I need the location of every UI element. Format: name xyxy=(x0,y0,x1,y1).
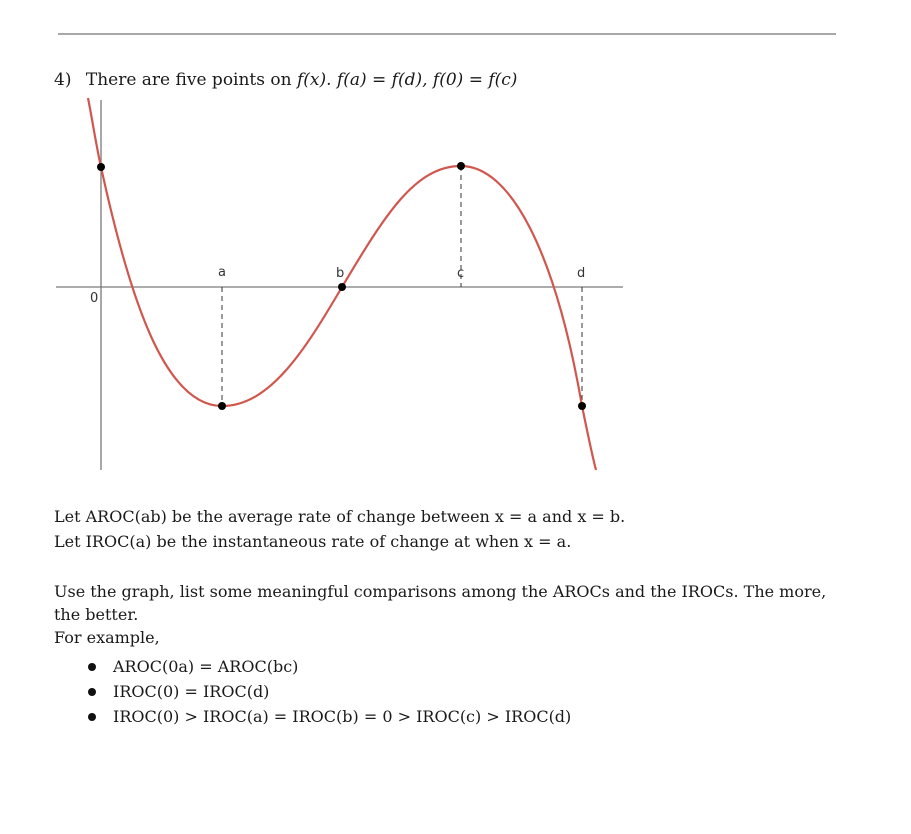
point-d xyxy=(578,402,586,410)
example-intro: For example, xyxy=(54,628,160,647)
point-zero xyxy=(97,163,105,171)
point-a xyxy=(218,402,226,410)
aroc-definition: Let AROC(ab) be the average rate of change between x = a and x = b. xyxy=(54,507,626,526)
list-item: IROC(0) > IROC(a) = IROC(b) = 0 > IROC(c) > IROC(d) xyxy=(86,705,571,730)
label-a: a xyxy=(218,265,226,280)
list-item: AROC(0a) = AROC(bc) xyxy=(86,655,571,680)
instructions xyxy=(54,580,834,649)
label-d: d xyxy=(577,266,586,281)
question-math: f(x). f(a) = f(d), f(0) = f(c) xyxy=(296,70,518,90)
label-b: b xyxy=(336,266,345,281)
list-item: IROC(0) = IROC(d) xyxy=(86,680,571,705)
point-c xyxy=(457,162,465,170)
iroc-definition: Let IROC(a) be the instantaneous rate of change at when x = a. xyxy=(54,532,572,551)
label-origin: 0 xyxy=(90,291,99,306)
question-number: 4) xyxy=(54,70,72,90)
question-text: There are five points on xyxy=(85,70,292,90)
label-c: c xyxy=(457,266,465,281)
point-b xyxy=(338,283,346,291)
examples-list xyxy=(86,655,571,730)
instructions-text: Use the graph, list some meaningful comparisons among the AROCs and the IROCs. The more, the better. xyxy=(54,582,827,624)
